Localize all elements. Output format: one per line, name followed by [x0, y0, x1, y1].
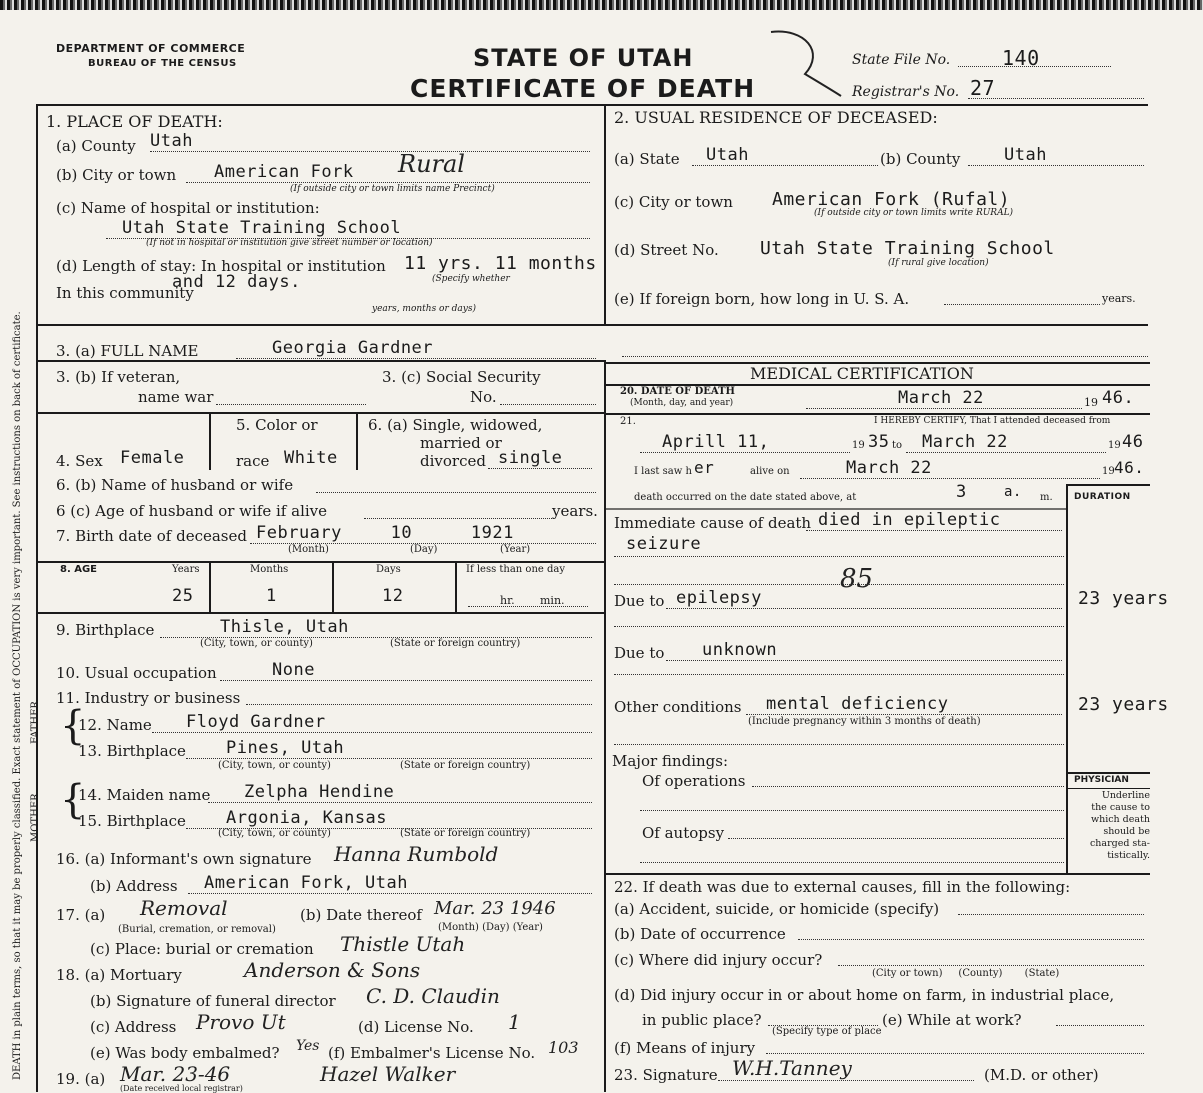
embalmed-value: Yes — [296, 1038, 320, 1054]
occurred-m: m. — [1040, 492, 1053, 503]
signature-line — [718, 1080, 974, 1081]
stay-note: (Specify whether — [432, 274, 510, 284]
divider-1 — [36, 324, 1148, 326]
mother-note2: (State or foreign country) — [400, 828, 531, 839]
burial-place-label: (c) Place: burial or cremation — [90, 940, 314, 958]
duration-top — [1066, 484, 1150, 486]
burial-place-value: Thistle Utah — [340, 932, 466, 956]
received-note: (Date received local registrar) — [120, 1084, 243, 1093]
registrar-value: 27 — [970, 76, 996, 100]
certify-text: I HEREBY CERTIFY, That I attended deceased from — [874, 416, 1111, 426]
physician-tag-line — [1066, 788, 1150, 789]
mother-maiden-label: 14. Maiden name — [78, 786, 211, 804]
county-label: (a) County — [56, 137, 136, 155]
bureau-label: BUREAU OF THE CENSUS — [88, 58, 237, 69]
res-state-value: Utah — [706, 145, 749, 165]
operations-label: Of operations — [642, 772, 746, 790]
other-line2 — [614, 744, 1064, 745]
signature-label: 23. Signature — [614, 1066, 718, 1084]
autopsy-line2 — [640, 862, 1064, 863]
lastsaw-label: I last saw h — [634, 466, 692, 477]
other-note: (Include pregnancy within 3 months of death) — [748, 716, 981, 727]
city-hand: Rural — [398, 150, 465, 178]
frame-mid-bottom — [604, 360, 606, 1092]
due1-duration: 23 years — [1078, 588, 1169, 609]
physician-top — [1066, 772, 1150, 774]
attend-to-year-prefix: 19 — [1108, 440, 1121, 451]
state-file-label: State File No. — [852, 52, 951, 68]
registrar-label: Registrar's No. — [852, 84, 960, 100]
marital-label: 6. (a) Single, widowed, — [368, 416, 543, 434]
frame-top — [36, 104, 1148, 106]
ssn-label2: No. — [470, 388, 497, 406]
mother-birth-label: 15. Birthplace — [78, 812, 186, 830]
immediate-label: Immediate cause of death — [614, 514, 812, 532]
other-value: mental deficiency — [766, 694, 949, 714]
birthplace-note2: (State or foreign country) — [390, 638, 521, 649]
place-heading: 1. PLACE OF DEATH: — [46, 112, 223, 131]
attend-from-year: 35 — [868, 432, 890, 452]
spouse-label: 6. (b) Name of husband or wife — [56, 476, 294, 494]
city-value: American Fork — [214, 162, 354, 182]
father-tag: FATHER — [30, 701, 41, 744]
physician-tag: PHYSICIAN — [1074, 775, 1129, 785]
due2-line2 — [614, 674, 1064, 675]
ssn-line — [500, 404, 596, 405]
ext-b-line — [798, 939, 1144, 940]
autopsy-label: Of autopsy — [642, 824, 725, 842]
registrar-line — [968, 98, 1144, 99]
lessday-label: If less than one day — [466, 564, 565, 575]
occurred-time: 3 — [956, 482, 967, 502]
attend-to-label: to — [892, 440, 903, 451]
res-street-note: (If rural give location) — [888, 258, 989, 268]
marital-label2: married or — [420, 434, 502, 452]
dod-note: (Month, day, and year) — [630, 398, 734, 408]
mortuary-value: Anderson & Sons — [244, 958, 421, 982]
res-city-label: (c) City or town — [614, 193, 733, 211]
medical-heading: MEDICAL CERTIFICATION — [750, 364, 974, 383]
director-value: C. D. Claudin — [366, 984, 500, 1008]
divider-dod — [604, 413, 1150, 415]
div-age-1 — [209, 561, 211, 613]
frame-mid-top — [604, 104, 606, 326]
pen-stroke-mark — [765, 22, 845, 102]
burial-date-value: Mar. 23 1946 — [434, 898, 556, 919]
state-title: STATE OF UTAH — [473, 44, 694, 72]
other-duration: 23 years — [1078, 694, 1169, 715]
operations-line2 — [640, 810, 1064, 811]
burial-value: Removal — [140, 896, 228, 920]
dod-label: 20. DATE OF DEATH — [620, 386, 735, 397]
father-note1: (City, town, or county) — [218, 760, 331, 771]
lastsaw-year-prefix: 19 — [1102, 466, 1115, 477]
embalmer-value: 103 — [548, 1038, 579, 1057]
hospital-note: (If not in hospital or institution give street number or location) — [146, 238, 433, 248]
res-city-note: (If outside city or town limits write RURAL) — [814, 208, 1014, 218]
burial-label: 17. (a) — [56, 906, 106, 924]
mother-tag: MOTHER — [30, 793, 41, 842]
years-label: Years — [172, 564, 200, 575]
industry-line — [246, 704, 592, 705]
res-foreign-suffix: years. — [1102, 292, 1136, 305]
ext-f: (f) Means of injury — [614, 1039, 756, 1057]
director-label: (b) Signature of funeral director — [90, 992, 336, 1010]
age-years: 25 — [172, 586, 194, 606]
due2-label: Due to — [614, 644, 665, 662]
birthplace-label: 9. Birthplace — [56, 621, 155, 639]
duration-label: DURATION — [1074, 492, 1131, 502]
father-note2: (State or foreign country) — [400, 760, 531, 771]
residence-heading: 2. USUAL RESIDENCE OF DECEASED: — [614, 108, 938, 127]
occurred-label: death occurred on the date stated above, at — [634, 492, 857, 503]
received-signature: Hazel Walker — [320, 1062, 456, 1086]
ext-heading: 22. If death was due to external causes, fill in the following: — [614, 878, 1071, 896]
sidebar-text: DEATH in plain terms, so that it may be properly classified. Exact statement of OCCUPATION is very important. See instructions on back of certificate. — [12, 311, 23, 1080]
min-label: min. — [540, 594, 565, 607]
birthplace-value: Thisle, Utah — [220, 617, 349, 637]
informant-signature: Hanna Rumbold — [334, 842, 499, 866]
immediate-value: died in epileptic — [818, 510, 1001, 530]
embalmed-label: (e) Was body embalmed? — [90, 1044, 280, 1062]
ext-c-note: (City or town) (County) (State) — [872, 968, 1060, 979]
mortuary-label: 18. (a) Mortuary — [56, 966, 182, 984]
birth-month: February — [256, 523, 342, 543]
spouse-age-label: 6 (c) Age of husband or wife if alive — [56, 502, 328, 520]
received-label: 19. (a) — [56, 1070, 106, 1088]
hospital-label: (c) Name of hospital or institution: — [56, 199, 320, 217]
physician-note-line-4: should be — [1103, 826, 1150, 837]
veteran-line — [216, 404, 366, 405]
divider-age-bottom — [36, 612, 606, 614]
physician-note-line-2: the cause to — [1091, 802, 1150, 813]
occupation-label: 10. Usual occupation — [56, 664, 217, 682]
attend-to-year: 46 — [1122, 432, 1144, 452]
ext-a: (a) Accident, suicide, or homicide (specify) — [614, 900, 940, 918]
hospital-value: Utah State Training School — [122, 218, 402, 238]
spouse-line — [316, 492, 596, 493]
dod-value: March 22 — [898, 388, 984, 408]
due1-line2 — [614, 626, 1064, 627]
stay-label: (d) Length of stay: In hospital or institution — [56, 257, 386, 275]
county-value: Utah — [150, 131, 590, 152]
birth-month-note: (Month) — [288, 544, 329, 555]
father-birth-label: 13. Birthplace — [78, 742, 186, 760]
physician-note-line-3: which death — [1090, 814, 1150, 825]
burial-note: (Burial, cremation, or removal) — [118, 924, 276, 935]
color-label: 5. Color or — [236, 416, 318, 434]
physician-note-line-1: Underline — [1101, 790, 1150, 801]
mother-birth-value: Argonia, Kansas — [226, 808, 388, 828]
autopsy-line — [728, 838, 1064, 839]
ssn-label: 3. (c) Social Security — [382, 368, 541, 386]
page-title: CERTIFICATE OF DEATH — [410, 74, 756, 103]
res-state-label: (a) State — [614, 150, 680, 168]
lastsaw-suffix: er — [694, 458, 715, 477]
signature-suffix: (M.D. or other) — [984, 1066, 1099, 1084]
res-county-value: Utah — [1004, 145, 1047, 165]
race-label: race — [236, 452, 270, 470]
attend-to: March 22 — [922, 432, 1008, 452]
ext-d2: in public place? — [642, 1011, 762, 1029]
div-duration — [1066, 484, 1068, 874]
license-label: (d) License No. — [358, 1018, 474, 1036]
operations-line — [752, 786, 1064, 787]
sidebar-instructions — [0, 120, 24, 1090]
sex-label: 4. Sex — [56, 452, 103, 470]
state-file-line — [958, 66, 1111, 67]
occupation-value: None — [272, 660, 315, 680]
city-label: (b) City or town — [56, 166, 177, 184]
veteran-label: 3. (b) If veteran, — [56, 368, 181, 386]
div-race-marital — [356, 412, 358, 470]
top-edge-band — [0, 0, 1203, 10]
ext-e-line — [1056, 1025, 1144, 1026]
spouse-age-line — [364, 518, 552, 519]
major-label: Major findings: — [612, 752, 729, 770]
birth-day-note: (Day) — [410, 544, 438, 555]
due1-label: Due to — [614, 592, 665, 610]
lastsaw-date: March 22 — [846, 458, 932, 478]
due1-value: epilepsy — [676, 588, 762, 608]
lessday-line — [468, 606, 588, 607]
received-value: Mar. 23-46 — [120, 1062, 231, 1086]
state-file-value: 140 — [1002, 46, 1040, 70]
community-label: In this community — [56, 284, 194, 302]
dod-year: 46. — [1102, 388, 1135, 408]
alive-label: alive on — [750, 466, 790, 477]
occurred-ampm: a. — [1004, 484, 1022, 500]
burial-date-note: (Month) (Day) (Year) — [438, 922, 543, 933]
mother-maiden-value: Zelpha Hendine — [244, 782, 395, 802]
ext-e: (e) While at work? — [882, 1011, 1022, 1029]
res-county-label: (b) County — [880, 150, 961, 168]
due1-mark: 85 — [840, 564, 874, 594]
city-note: (If outside city or town limits name Precinct) — [290, 184, 495, 194]
div-age-2 — [332, 561, 334, 613]
mother-brace: { — [60, 777, 86, 823]
divider-veteran — [36, 412, 606, 414]
physician-note-line-5: charged sta- — [1089, 838, 1150, 849]
ext-f-line — [766, 1053, 1144, 1054]
ext-c-line — [838, 965, 1144, 966]
father-birth-value: Pines, Utah — [226, 738, 345, 758]
age-days: 12 — [382, 586, 404, 606]
mother-note1: (City, town, or county) — [218, 828, 331, 839]
marital-label3: divorced — [420, 452, 486, 470]
frame-left — [36, 104, 38, 1092]
informant-label: 16. (a) Informant's own signature — [56, 850, 312, 868]
other-label: Other conditions — [614, 698, 742, 716]
birthplace-note1: (City, town, or county) — [200, 638, 313, 649]
divider-external — [604, 873, 1150, 875]
hr-label: hr. — [500, 594, 515, 607]
address-label: (c) Address — [90, 1018, 177, 1036]
embalmer-label: (f) Embalmer's License No. — [328, 1044, 536, 1062]
name-value: Georgia Gardner — [272, 338, 434, 358]
res-street-label: (d) Street No. — [614, 241, 719, 259]
attend-from: Aprill 11, — [662, 432, 770, 452]
days-label: Days — [376, 564, 401, 575]
div-age-3 — [455, 561, 457, 613]
dod-year-prefix: 19 — [1084, 396, 1098, 409]
name-label: 3. (a) FULL NAME — [56, 342, 199, 360]
community-value: and 12 days. — [172, 272, 301, 292]
informant-addr-value: American Fork, Utah — [204, 873, 408, 893]
div-sex-race — [209, 412, 211, 470]
address-value: Provo Ut — [196, 1010, 286, 1034]
certify-num: 21. — [620, 416, 636, 427]
physician-note-line-6: tistically. — [1107, 850, 1150, 861]
divider-name — [36, 360, 606, 362]
name-right-line — [622, 356, 1148, 357]
birth-year: 1921 — [470, 523, 514, 543]
burial-date-label: (b) Date thereof — [300, 906, 422, 924]
physician-note — [1076, 790, 1150, 862]
res-city-value: American Fork (Rufal) — [772, 189, 1011, 210]
lastsaw-year: 46. — [1114, 458, 1145, 477]
ext-d-note: (Specify type of place — [772, 1026, 882, 1037]
veteran-label2: name war — [138, 388, 214, 406]
ext-c: (c) Where did injury occur? — [614, 951, 823, 969]
birth-year-note: (Year) — [500, 544, 531, 555]
res-foreign-line — [944, 304, 1100, 305]
spouse-age-suffix: years. — [552, 502, 598, 520]
ext-d: (d) Did injury occur in or about home on farm, in industrial place, — [614, 986, 1115, 1004]
immediate-line2 — [614, 556, 1064, 557]
attend-from-year-prefix: 19 — [852, 440, 865, 451]
race-value: White — [284, 448, 338, 468]
stay-value: 11 yrs. 11 months — [404, 253, 597, 274]
res-foreign-label: (e) If foreign born, how long in U. S. A. — [614, 290, 910, 308]
signature-value: W.H.Tanney — [732, 1056, 852, 1080]
father-name-label: 12. Name — [78, 716, 152, 734]
dept-label: DEPARTMENT OF COMMERCE — [56, 42, 246, 55]
license-value: 1 — [508, 1010, 521, 1034]
due2-value: unknown — [702, 640, 778, 660]
immediate-line3 — [614, 584, 1064, 585]
community-note: years, months or days) — [372, 304, 476, 314]
industry-label: 11. Industry or business — [56, 689, 241, 707]
birth-label: 7. Birth date of deceased — [56, 527, 247, 545]
age-months: 1 — [266, 586, 277, 606]
res-street-value: Utah State Training School — [760, 238, 1055, 259]
immediate-value2: seizure — [626, 534, 702, 554]
age-label: 8. AGE — [60, 564, 98, 575]
ext-b: (b) Date of occurrence — [614, 925, 786, 943]
ext-a-line — [958, 914, 1144, 915]
father-brace: { — [60, 703, 86, 749]
father-name-value: Floyd Gardner — [186, 712, 326, 732]
birth-day: 10 — [390, 523, 413, 543]
months-label: Months — [250, 564, 289, 575]
sex-value: Female — [120, 448, 185, 468]
informant-addr-label: (b) Address — [90, 877, 178, 895]
marital-value: single — [498, 448, 563, 468]
divider-age-top — [36, 561, 606, 563]
